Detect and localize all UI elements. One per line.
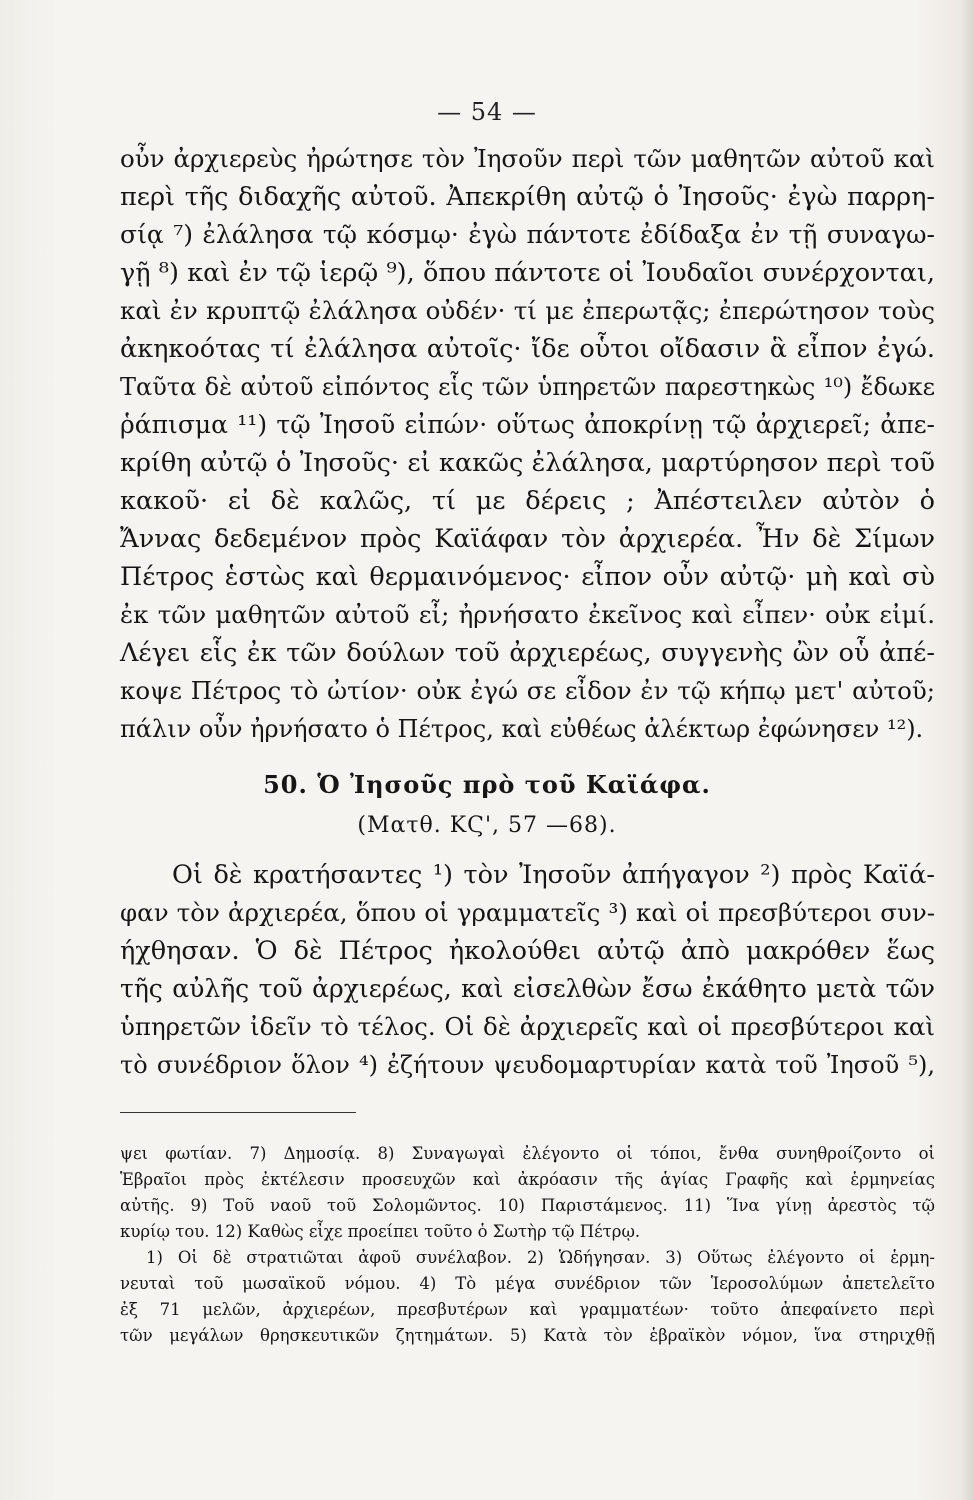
page-edge-shadow xyxy=(960,0,974,1500)
text-line: Ταῦτα δὲ αὐτοῦ εἰπόντος εἷς τῶν ὑπηρετῶν παρεστηκὼς ¹⁰) ἔδωκε xyxy=(120,373,935,401)
footnotes-block xyxy=(120,1141,935,1349)
footnote-line: κυρίῳ του. 12) Καθὼς εἶχε προείπει τοῦτο ὁ Σωτὴρ τῷ Πέτρῳ. xyxy=(120,1222,641,1241)
text-line: ήχθησαν. Ὁ δὲ Πέτρος ἠκολούθει αὐτῷ ἀπὸ μακρόθεν ἕως xyxy=(120,936,935,966)
text-line: τὸ συνέδριον ὅλον ⁴) ἐζήτουν ψευδομαρτυρίαν κατὰ τοῦ Ἰησοῦ ⁵), xyxy=(120,1051,935,1079)
text-line: ῥάπισμα ¹¹) τῷ Ἰησοῦ εἰπών· οὕτως ἀποκρίνῃ τῷ ἀρχιερεῖ; ἀπε- xyxy=(120,410,935,439)
footnote-line: 1) Οἱ δὲ στρατιῶται ἀφοῦ συνέλαβον. 2) Ὡδήγησαν. 3) Οὕτως ἐλέγοντο οἱ ἑρμη- xyxy=(146,1248,935,1267)
text-line: Ἄννας δεδεμένον πρὸς Καϊάφαν τὸν ἀρχιερέα. Ἦν δὲ Σίμων xyxy=(120,524,935,554)
footnote-line: Ἑβραῖοι πρὸς ἐκτέλεσιν προσευχῶν καὶ ἀκρόασιν τῆς ἁγίας Γραφῆς καὶ ἑρμηνείας xyxy=(120,1170,935,1189)
footnote-divider xyxy=(120,1112,356,1113)
page-number: — 54 — xyxy=(437,98,537,126)
text-line: καὶ ἐν κρυπτῷ ἐλάλησα οὐδέν· τί με ἐπερωτᾷς; ἐπερώτησον τοὺς xyxy=(120,296,935,325)
text-line: Πέτρος ἑστὼς καὶ θερμαινόμενος· εἶπον οὖν αὐτῷ· μὴ καὶ σὺ xyxy=(120,562,935,592)
footnote-line: αὐτῆς. 9) Τοῦ ναοῦ τοῦ Σολομῶντος. 10) Παριστάμενος. 11) Ἵνα γίνῃ ἀρεστὸς τῷ xyxy=(120,1196,935,1215)
text-line: σίᾳ ⁷) ἐλάλησα τῷ κόσμῳ· ἐγὼ πάντοτε ἐδίδαξα ἐν τῇ συναγω- xyxy=(120,220,935,249)
text-line: γῇ ⁸) καὶ ἐν τῷ ἱερῷ ⁹), ὅπου πάντοτε οἱ Ἰουδαῖοι συνέρχονται, xyxy=(120,258,935,288)
footnote-line: ψει φωτίαν. 7) Δημοσίᾳ. 8) Συναγωγαὶ ἐλέγοντο οἱ τόποι, ἔνθα συνηθροίζοντο οἱ xyxy=(120,1144,935,1163)
text-line: ὑπηρετῶν ἰδεῖν τὸ τέλος. Οἱ δὲ ἀρχιερεῖς καὶ οἱ πρεσβύτεροι καὶ xyxy=(120,1012,935,1041)
main-text-block xyxy=(120,140,935,748)
text-line: φαν τὸν ἀρχιερέα, ὅπου οἱ γραμματεῖς ³) καὶ οἱ πρεσβύτεροι συν- xyxy=(120,898,935,927)
text-line: πάλιν οὖν ἠρνήσατο ὁ Πέτρος, καὶ εὐθέως ἀλέκτωρ ἐφώνησεν ¹²). xyxy=(120,715,924,743)
section-text-block xyxy=(120,856,935,1084)
text-line: ἀκηκοότας τί ἐλάλησα αὐτοῖς· ἴδε οὗτοι οἴδασιν ἃ εἶπον ἐγώ. xyxy=(120,334,935,364)
footnote-line: νευταὶ τοῦ μωσαϊκοῦ νόμου. 4) Τὸ μέγα συνέδριον τῶν Ἱεροσολύμων ἀπετελεῖτο xyxy=(120,1274,935,1293)
footnote-line: ἐξ 71 μελῶν, ἀρχιερέων, πρεσβυτέρων καὶ γραμματέων· τοῦτο ἀπεφαίνετο περὶ xyxy=(120,1300,935,1319)
text-line: οὖν ἀρχιερεὺς ἠρώτησε τὸν Ἰησοῦν περὶ τῶν μαθητῶν αὐτοῦ καὶ xyxy=(120,144,935,173)
text-line: Οἱ δὲ κρατήσαντες ¹) τὸν Ἰησοῦν ἀπήγαγον ²) πρὸς Καϊά- xyxy=(172,860,935,890)
text-line: κοψε Πέτρος τὸ ὠτίον· οὐκ ἐγώ σε εἶδον ἐν τῷ κήπῳ μετ' αὐτοῦ; xyxy=(120,676,935,705)
footnote-line: τῶν μεγάλων θρησκευτικῶν ζητημάτων. 5) Κατὰ τὸν ἑβραϊκὸν νόμον, ἵνα στηριχθῇ xyxy=(120,1326,935,1345)
text-line: ἐκ τῶν μαθητῶν αὐτοῦ εἶ; ἠρνήσατο ἐκεῖνος καὶ εἶπεν· οὐκ εἰμί. xyxy=(120,600,935,629)
text-line: τῆς αὐλῆς τοῦ ἀρχιερέως, καὶ εἰσελθὼν ἔσω ἐκάθητο μετὰ τῶν xyxy=(120,974,935,1003)
text-line: κακοῦ· εἰ δὲ καλῶς, τί με δέρεις ; Ἀπέστειλεν αὐτὸν ὁ xyxy=(120,486,935,516)
text-line: κρίθη αὐτῷ ὁ Ἰησοῦς· εἰ κακῶς ἐλάλησα, μαρτύρησον περὶ τοῦ xyxy=(120,448,935,478)
section-reference: (Ματθ. ΚϚ', 57 —68). xyxy=(357,813,617,838)
text-line: περὶ τῆς διδαχῆς αὐτοῦ. Ἀπεκρίθη αὐτῷ ὁ Ἰησοῦς· ἐγὼ παρρη- xyxy=(120,182,935,212)
text-line: Λέγει εἷς ἐκ τῶν δούλων τοῦ ἀρχιερέως, συγγενὴς ὢν οὗ ἀπέ- xyxy=(120,638,935,668)
section-heading: 50. Ὁ Ἰησοῦς πρὸ τοῦ Καϊάφα. xyxy=(263,770,711,799)
